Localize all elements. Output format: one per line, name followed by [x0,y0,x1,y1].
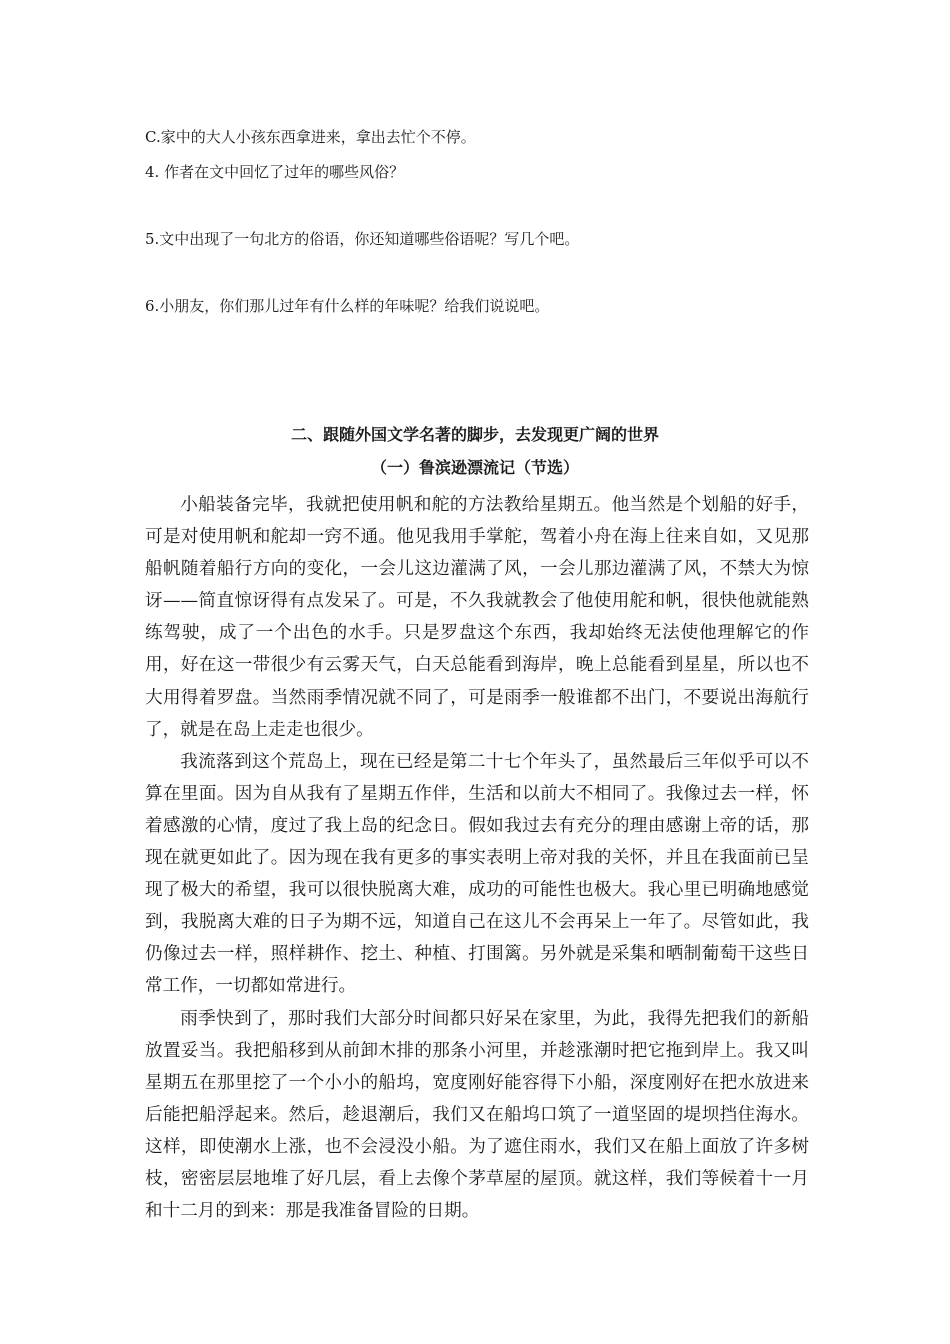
passage-paragraph-3: 雨季快到了，那时我们大部分时间都只好呆在家里，为此，我得先把我们的新船放置妥当。我把船移到从前卸木排的那条小河里，并趁涨潮时把它拖到岸上。我又叫星期五在那里挖了一个小小的船坞，宽度刚好能容得下小船，深度刚好在把水放进来后能把船浮起来。然后，趁退潮后，我们又在船坞口筑了一道坚固的堤坝挡住海水。这样，即使潮水上涨，也不会浸没小船。为了遮住雨水，我们又在船上面放了许多树枝，密密层层地堆了好几层，看上去像个茅草屋的屋顶。就这样，我们等候着十一月和十二月的到来：那是我准备冒险的日期。 [145,1008,809,1222]
passage-paragraph-2: 我流落到这个荒岛上，现在已经是第二十七个年头了，虽然最后三年似乎可以不算在里面。因为自从我有了星期五作伴，生活和以前大不相同了。我像过去一样，怀着感激的心情，度过了我上岛的纪念日。假如我过去有充分的理由感谢上帝的话，那现在就更如此了。因为现在我有更多的事实表明上帝对我的关怀，并且在我面前已呈现了极大的希望，我可以很快脱离大难，成功的可能性也极大。我心里已明确地感觉到，我脱离大难的日子为期不远，知道自己在这儿不会再呆上一年了。尽管如此，我仍像过去一样，照样耕作、挖土、种植、打围篱。另外就是采集和晒制葡萄干这些日常工作，一切都如常进行。 [145,751,809,997]
question-6: 6.小朋友，你们那儿过年有什么样的年味呢？给我们说说吧。 [145,297,550,315]
question-4: 4. 作者在文中回忆了过年的哪些风俗？ [145,163,405,181]
section-title: 二、跟随外国文学名著的脚步，去发现更广阔的世界 [290,425,659,444]
section-subtitle: （一）鲁滨逊漂流记（节选） [370,458,579,477]
passage-paragraph-1: 小船装备完毕，我就把使用帆和舵的方法教给星期五。他当然是个划船的好手，可是对使用帆和舵却一窍不通。他见我用手掌舵，驾着小舟在海上往来自如，又见那船帆随着船行方向的变化，一会儿这边灌满了风，一会儿那边灌满了风，不禁大为惊讶——简直惊讶得有点发呆了。可是，不久我就教会了他使用舵和帆，很快他就能熟练驾驶，成了一个出色的水手。只是罗盘这个东西，我却始终无法使他理解它的作用，好在这一带很少有云雾天气，白天总能看到海岸，晚上总能看到星星，所以也不大用得着罗盘。当然雨季情况就不同了，可是雨季一般谁都不出门，不要说出海航行了，就是在岛上走走也很少。 [145,495,809,740]
passage-body [145,489,809,1227]
question-5: 5.文中出现了一句北方的俗语，你还知道哪些俗语呢？写几个吧。 [145,230,580,248]
question-option-c: C.家中的大人小孩东西拿进来，拿出去忙个不停。 [145,128,476,146]
